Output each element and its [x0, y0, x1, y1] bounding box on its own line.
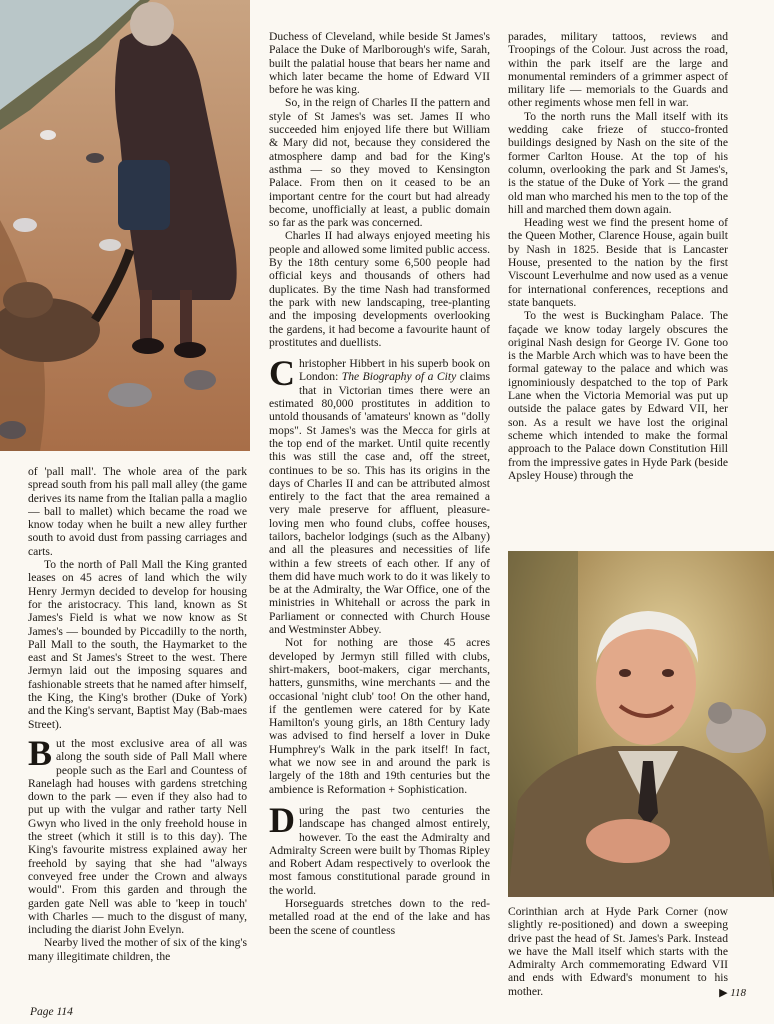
paragraph: Nearby lived the mother of six of the king's many illegitimate children, the: [28, 936, 247, 963]
page-number: Page 114: [30, 1006, 73, 1018]
paragraph: Horseguards stretches down to the red-metalled road at the end of the lake and has been the scene of countless: [269, 897, 490, 937]
paragraph-text: hristopher Hibbert in his superb book on London:: [299, 357, 490, 384]
text-column-3-bottom: [508, 905, 728, 1000]
paragraph: Corinthian arch at Hyde Park Corner (now slightly re-positioned) and down a sweeping drive past the head of St. James's Park. Instead we have the Mall itself which starts with the Admiralty Arch commemorating Edward VII and ends with Edward's monument to his mother.: [508, 905, 728, 998]
paragraph-dropcap: [269, 799, 490, 897]
paragraph-text: uring the past two centuries the landscape has changed almost entirely, however. To the east the Admiralty and Admiralty Screen were built by Thomas Ripley and Robert Adam respectively to overlook the most famous constitutional parade ground in the world.: [269, 803, 490, 897]
paragraph: of 'pall mall'. The whole area of the park spread south from his pall mall alley (the game derives its name from the Italian palla a maglio — ball to mallet) which became the road we know today when he built a new alley further south to avoid dust from passing carriages and carts.: [28, 465, 247, 558]
text-column-2: [269, 30, 490, 1002]
paragraph: Not for nothing are those 45 acres developed by Jermyn still filled with clubs, shirt-makers, boot-makers, cigar merchants, hatters, gunsmiths, wine merchants — and the occasional 'night club' too! On the other hand, if the gentlemen were catered for by Kate Hamilton's young girls, an 18th Century lady was advised to find herself a lover in Duke Humphrey's Walk in the park itself! In fact, what we now see in and around the park is largely of the 18th and 19th centuries but the ambience is Reformation + Sophistication.: [269, 636, 490, 796]
paragraph: parades, military tattoos, reviews and Troopings of the Colour. Just across the road, within the park itself are the large and monumental reminders of a grimmer aspect of military life — memorials to the Guards and other regiments whose men fell in war.: [508, 30, 728, 110]
book-title: The Biography of a City: [341, 370, 457, 384]
photo-man-with-pigeon: [508, 551, 774, 897]
paragraph-dropcap: [28, 732, 247, 937]
paragraph: Heading west we find the present home of the Queen Mother, Clarence House, again built by Nash in 1825. Beside that is Lancaster House, presented to the nation by the first Viscount Leverhulme and now used as a venue for international conferences, receptions and state banquets.: [508, 216, 728, 309]
text-column-3-top: [508, 30, 728, 548]
dropcap: D: [269, 799, 295, 840]
paragraph: To the north of Pall Mall the King granted leases on 45 acres of land which the wily Henry Jermyn decided to develop for housing for the aristocracy. This land, known as St James's Field is what we now know as St James's — bounded by Piccadilly to the north, Pall Mall to the south, the Haymarket to the east and St James's Street to the west. There Jermyn laid out the imposing squares and fashionable streets that he named after himself, the King, the King's brother (Duke of York) and the King's servant, Baptist May (Bab-maes Street).: [28, 558, 247, 731]
dropcap: C: [269, 353, 295, 394]
paragraph-text: ut the most exclusive area of all was along the south side of Pall Mall where people such as the Earl and Countess of Ranelagh had houses with gardens stretching down to the park — even if they also had to put up with the vulgar and rather tarty Nell Gwyn who lived in the only freehold house in the street (which it still is to this day). The King's favourite mistress explained away her freehold by saying that she had "always conveyed free under the Crown and always would". From this garden and through the garden gate Nell was able to 'keep in touch' with Charles — much to the disgust of many, including the diarist John Evelyn.: [28, 736, 247, 937]
text-column-1: [28, 465, 247, 1003]
continued-marker: ▶ 118: [719, 987, 746, 999]
paragraph-text: claims that in Victorian times there were an estimated 80,000 prostitutes in addition to untold thousands of 'amateurs' known as "dolly mops". St James's was the Mecca for girls at the top end of the market. Until quite recently this was still the case and, off the street, continues to be so. This has its origins in the days of Charles II and can be attributed almost entirely to the fact that the area remained a very male preserve for affluent, pleasure-loving men who found clubs, coffee houses, tailors, bachelor lodgings (such as the Albany) and all the pleasures and necessities of life within a few streets of each other. If any of them did have much work to do it was likely to be at the Admiralty, the War Office, one of the ministries in Whitehall or across the park in Parliament or connected with Church House and Westminster Abbey.: [269, 370, 490, 637]
paragraph: To the west is Buckingham Palace. The façade we know today largely obscures the original Nash design for George IV. Gone too is the Marble Arch which was to have been the formal gateway to the palace and which was ignominiously despatched to the top of Park Lane when the Victoria Memorial was put up outside the palace gates by Edward VII, her son. As a result we have lost the original scheme which intended to make the formal approach to the Palace down Constitution Hill from the impressive gates in Hyde Park (beside Apsley House) through the: [508, 309, 728, 482]
paragraph: Duchess of Cleveland, while beside St James's Palace the Duke of Marlborough's wife, Sarah, built the palatial house that bears her name and which later became the home of Edward VII before he was king.: [269, 30, 490, 97]
paragraph: Charles II had always enjoyed meeting his people and allowed some limited public access. By the 18th century some 6,500 people had official keys and thousands of others had duplicates. By the time Nash had transformed the park with new landscaping, tree-planting and the imposing developments overlooking the gardens, it had become a favourite haunt of prostitutes and duellists.: [269, 229, 490, 349]
paragraph: So, in the reign of Charles II the pattern and style of St James's was set. James II who succeeded him enjoyed life there but William & Mary did not, because they considered the atmosphere damp and bad for the King's asthma — so they moved to Kensington Palace. From then on it ceased to be an important centre for the court but had already become, unofficially at least, a public domain so far as the park was concerned.: [269, 96, 490, 230]
dropcap: B: [28, 732, 53, 773]
paragraph-dropcap: [269, 353, 490, 637]
photo-woman-feeding-birds: [0, 0, 250, 451]
paragraph: To the north runs the Mall itself with its wedding cake frieze of stucco-fronted buildings designed by Nash on the site of the former Carlton House. At the top of his column, overlooking the park and St James's, is the statue of the Duke of York — the grand old man who marched his men to the top of the hill and marched them down again.: [508, 109, 728, 216]
